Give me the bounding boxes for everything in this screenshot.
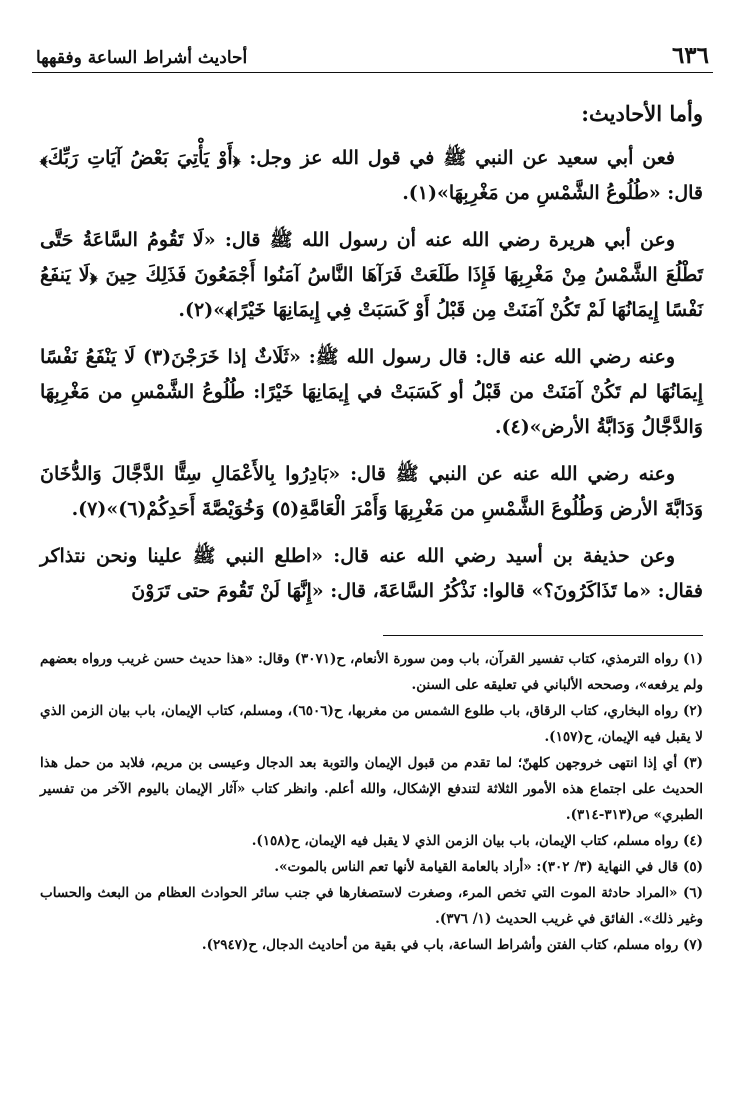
footnotes bbox=[32, 646, 713, 958]
footnote-1: (١) رواه الترمذي، كتاب تفسير القرآن، باب ومن سورة الأنعام، ح(٣٠٧١) وقال: «هذا حديث حسن غريب ورواه بعضهم ولم يرفعه»، وصححه الألباني في تعليقه على السنن. bbox=[40, 651, 704, 693]
footnote-5: (٥) قال في النهاية (٣/ ٣٠٢): «أراد بالعامة القيامة لأنها تعم الناس بالموت». bbox=[274, 859, 703, 875]
book-page bbox=[32, 38, 713, 1078]
main-text bbox=[32, 97, 713, 609]
running-title: أحاديث أشراط الساعة وفقهها bbox=[36, 48, 248, 68]
hadith-paragraph-2: وعن أبي هريرة رضي الله عنه أن رسول الله ﷺ قال: «لَا تَقُومُ السَّاعَةُ حَتَّى تَطْلُعَ الشَّمْسُ مِنْ مَغْرِبِهَا فَإِذَا طَلَعَتْ فَرَآهَا النَّاسُ آمَنُوا أَجْمَعُونَ فَذَلِكَ حِينَ ﴿لَا يَنفَعُ نَفْسًا إِيمَانُهَا لَمْ تَكُنْ آمَنَتْ مِن قَبْلُ أَوْ كَسَبَتْ فِي إِيمَانِهَا خَيْرًا﴾»(٢). bbox=[40, 229, 703, 321]
page-number: ٦٣٦ bbox=[671, 42, 709, 69]
hadith-paragraph-5: وعن حذيفة بن أسيد رضي الله عنه قال: «اطلع النبي ﷺ علينا ونحن نتذاكر فقال: «ما تَذَاكَرُونَ؟» قالوا: نَذْكُرُ السَّاعَةَ، قال: «إِنَّهَا لَنْ تَقُومَ حتى تَرَوْنَ bbox=[40, 545, 703, 602]
footnote-2: (٢) رواه البخاري، كتاب الرقاق، باب طلوع الشمس من مغربها، ح(٦٥٠٦)، ومسلم، كتاب الإيمان، باب بيان الزمن الذي لا يقبل فيه الإيمان، ح(١٥٧). bbox=[40, 703, 703, 745]
footnote-6: (٦) «المراد حادثة الموت التي تخص المرء، وصغرت لاستصغارها في جنب سائر الحوادث العظام من البعث والحساب وغير ذلك». الفائق في غريب الحديث (١/ ٣٧٦). bbox=[40, 885, 703, 927]
footnote-3: (٣) أي إذا انتهى خروجهن كلهنّ؛ لما تقدم من قبول الإيمان والتوبة بعد الدجال وعيسى بن مريم، فلابد من حمل هذا الحديث على اجتماع هذه الأمور الثلاثة لتندفع الإشكال، والله أعلم. وانظر كتاب «آثار الإيمان باليوم الآخر من تفسير الطبري» ص(٣١٣-٣١٤). bbox=[40, 755, 703, 823]
footnote-7: (٧) رواه مسلم، كتاب الفتن وأشراط الساعة، باب في بقية من أحاديث الدجال، ح(٢٩٤٧). bbox=[201, 937, 703, 953]
section-intro: وأما الأحاديث: bbox=[581, 101, 703, 126]
footnote-divider bbox=[383, 635, 703, 636]
hadith-paragraph-4: وعنه رضي الله عنه عن النبي ﷺ قال: «بَادِرُوا بِالأَعْمَالِ سِتًّا الدَّجَّالَ وَالدُّخَانَ وَدَابَّةَ الأرض وَطُلُوعَ الشَّمْسِ من مَغْرِبِهَا وَأَمْرَ الْعَامَّةِ(٥) وَخُوَيْصَّةَ أَحَدِكُمْ(٦)»(٧). bbox=[40, 463, 703, 520]
hadith-paragraph-1: فعن أبي سعيد عن النبي ﷺ في قول الله عز وجل: ﴿أَوْ يَأْتِيَ بَعْضُ آيَاتِ رَبِّكَ﴾ قال: «طُلُوعُ الشَّمْسِ من مَغْرِبِهَا»(١). bbox=[40, 147, 703, 204]
hadith-paragraph-3: وعنه رضي الله عنه قال: قال رسول الله ﷺ: «ثَلَاثٌ إذا خَرَجْنَ(٣) لَا يَنْفَعُ نَفْسًا إِيمَانُهَا لم تَكُنْ آمَنَتْ من قَبْلُ أو كَسَبَتْ في إِيمَانِهَا خَيْرًا: طُلُوعُ الشَّمْسِ من مَغْرِبِهَا وَالدَّجَّالُ وَدَابَّةُ الأرض»(٤). bbox=[40, 346, 703, 438]
page-header bbox=[32, 38, 713, 73]
footnote-4: (٤) رواه مسلم، كتاب الإيمان، باب بيان الزمن الذي لا يقبل فيه الإيمان، ح(١٥٨). bbox=[251, 833, 703, 849]
